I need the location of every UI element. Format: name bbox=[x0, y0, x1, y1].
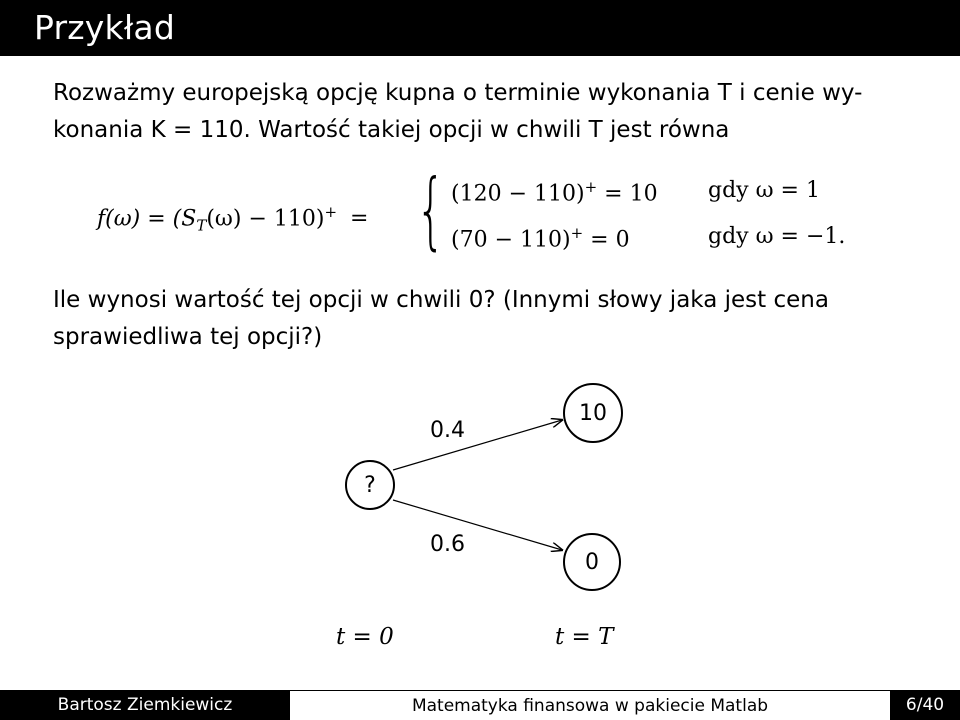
formula-lhs-main: f(ω) = (S bbox=[97, 206, 197, 232]
edge-down bbox=[393, 500, 562, 550]
case-2-value: = 0 bbox=[590, 227, 630, 253]
paragraph-1-line-1: Rozważmy europejską opcję kupna o terminie wykonania T i cenie wy- bbox=[53, 80, 863, 106]
cases-brace: { bbox=[416, 161, 446, 259]
formula-lhs-eq: = bbox=[350, 206, 369, 232]
case-2-sup: + bbox=[570, 224, 584, 242]
down-probability: 0.6 bbox=[430, 532, 465, 557]
footer-author: Bartosz Ziemkiewicz bbox=[0, 690, 290, 720]
case-1-expr-text: (120 − 110) bbox=[451, 181, 585, 207]
slide-title: Przykład bbox=[34, 8, 175, 47]
case-2-condition: gdy ω = −1. bbox=[708, 224, 846, 249]
time-label-T: t = T bbox=[555, 624, 614, 650]
case-1-value: = 10 bbox=[604, 181, 658, 207]
paragraph-1-line-2: konania K = 110. Wartość takiej opcji w chwili T jest równa bbox=[53, 117, 730, 143]
case-1-condition: gdy ω = 1 bbox=[708, 178, 820, 203]
case-1-sup: + bbox=[584, 178, 598, 196]
formula-lhs-sub: T bbox=[196, 216, 207, 235]
footer-title: Matematyka finansowa w pakiecie Matlab bbox=[290, 690, 890, 720]
up-probability: 0.4 bbox=[430, 418, 465, 443]
case-2-expr-text: (70 − 110) bbox=[451, 227, 571, 253]
tree-down-node: 0 bbox=[563, 533, 621, 591]
tree-root-node: ? bbox=[345, 460, 395, 510]
formula-lhs-sup: + bbox=[324, 203, 338, 221]
paragraph-2-line-1: Ile wynosi wartość tej opcji w chwili 0? (Innymi słowy jaka jest cena bbox=[53, 287, 829, 313]
footer-bar bbox=[0, 690, 960, 720]
paragraph-2-line-2: sprawiedliwa tej opcji?) bbox=[53, 324, 323, 350]
footer-page-number: 6/40 bbox=[890, 690, 960, 720]
formula-lhs-rest: (ω) − 110) bbox=[206, 206, 325, 232]
edge-up bbox=[393, 420, 562, 470]
time-label-0: t = 0 bbox=[336, 624, 394, 650]
tree-up-node: 10 bbox=[563, 383, 623, 443]
